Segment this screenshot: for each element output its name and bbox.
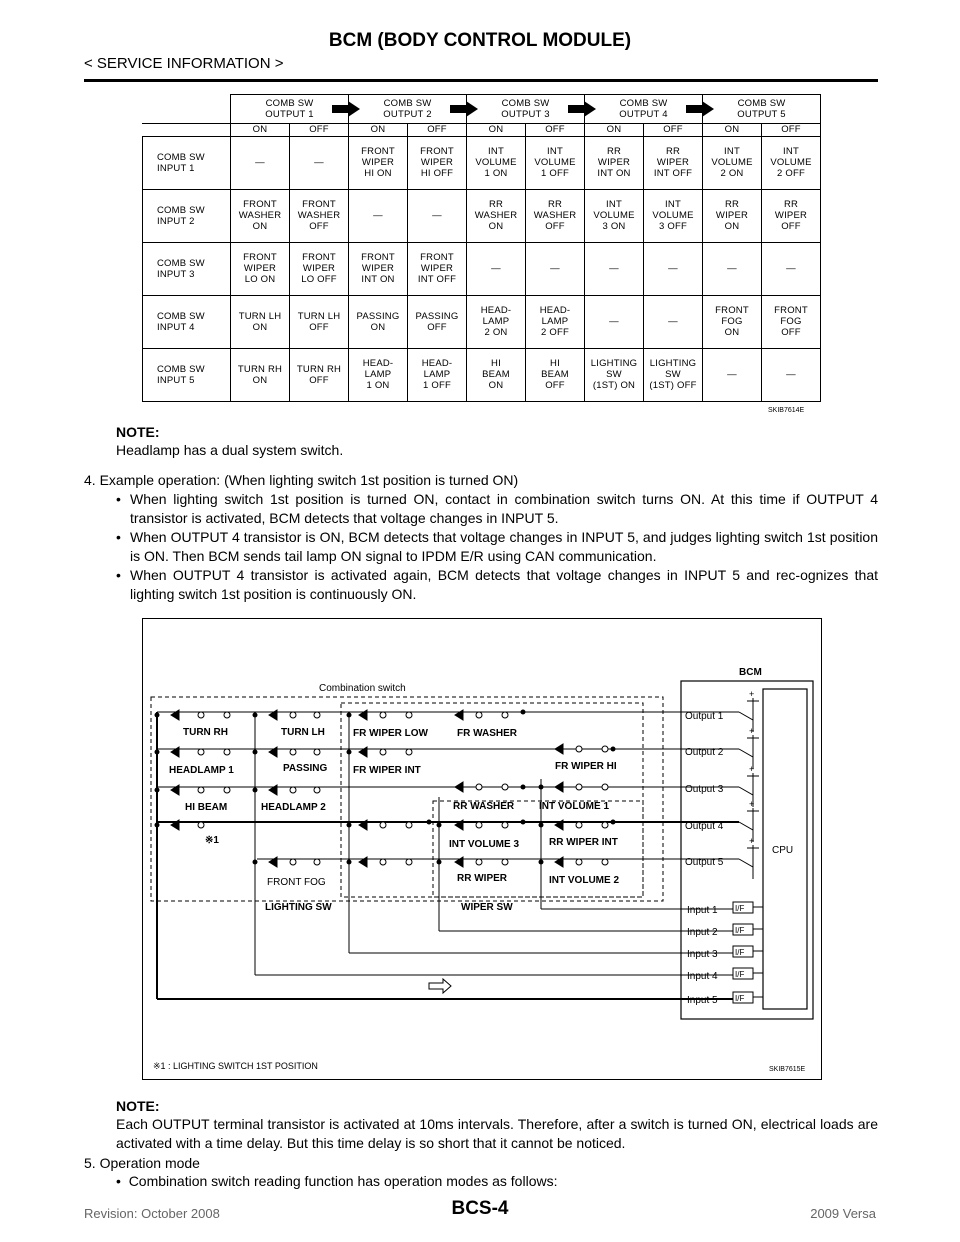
input-label-5: Input 5 [687,995,718,1006]
matrix-cell: RR WIPER INT ON [585,136,644,189]
matrix-cell: HI BEAM OFF [526,348,585,401]
output-header-1: COMB SW OUTPUT 1 [231,95,349,124]
matrix-cell: RR WASHER ON [467,189,526,242]
output-header-2: COMB SW OUTPUT 2 [349,95,467,124]
row-header: COMB SW INPUT 1 [143,136,231,189]
matrix-cell: — [231,136,290,189]
input-label-1: Input 1 [687,905,718,916]
matrix-cell: RR WASHER OFF [526,189,585,242]
on-label: ON [703,123,762,136]
footer-model: 2009 Versa [810,1206,876,1221]
switch-label-fr-wiper-int: FR WIPER INT [353,765,421,776]
plus-sign: + [749,689,755,699]
if-label: I/F [735,948,745,957]
input-label-2: Input 2 [687,927,718,938]
matrix-cell: FRONT WIPER HI OFF [408,136,467,189]
switch-label-front-fog: FRONT FOG [267,877,326,888]
plus-sign: + [749,726,755,736]
cpu-label: CPU [772,845,794,856]
flow-arrow-icon [429,979,451,993]
matrix-row [143,242,821,295]
matrix-cell: — [644,242,703,295]
if-label: I/F [735,926,745,935]
wiper-sw-label: WIPER SW [461,902,513,913]
matrix-cell: FRONT WIPER INT ON [349,242,408,295]
output-header-5: COMB SW OUTPUT 5 [703,95,821,124]
matrix-cell: FRONT WIPER LO OFF [290,242,349,295]
matrix-cell: — [644,295,703,348]
output-label-1: Output 1 [685,711,724,722]
output-label-2: Output 2 [685,747,724,758]
circuit-svg [143,619,821,1079]
matrix-row [143,189,821,242]
matrix-cell: INT VOLUME 2 OFF [762,136,821,189]
off-label: OFF [526,123,585,136]
matrix-cell: — [762,242,821,295]
if-label: I/F [735,904,745,913]
page-title: BCM (BODY CONTROL MODULE) [328,30,632,51]
matrix-cell: HEAD- LAMP 1 ON [349,348,408,401]
matrix-cell: — [467,242,526,295]
on-label: ON [467,123,526,136]
arrow-icon [332,101,360,117]
input-label-3: Input 3 [687,949,718,960]
header-rule [84,79,878,82]
matrix-cell: — [408,189,467,242]
row-header: COMB SW INPUT 4 [143,295,231,348]
switch-label-passing: PASSING [283,763,328,774]
plus-sign: + [749,764,755,774]
combination-switch-diagram [142,618,822,1080]
matrix-cell: INT VOLUME 3 OFF [644,189,703,242]
switch-mark-1: ※1 [205,835,219,846]
matrix-cell: FRONT FOG OFF [762,295,821,348]
input-label-4: Input 4 [687,971,718,982]
output-label-5: Output 5 [685,857,724,868]
switch-label-int-volume1: INT VOLUME 1 [539,801,610,812]
output-label-4: Output 4 [685,821,724,832]
bullet-item: • When OUTPUT 4 transistor is ON, BCM detects that voltage changes in INPUT 5, and judges lighting switch 1st position is ON. Then BCM sends tail lamp ON signal to IPDM E/R using CAN communication. [116,529,878,564]
matrix-cell: TURN RH OFF [290,348,349,401]
matrix-row [143,295,821,348]
matrix-cell: — [762,348,821,401]
matrix-cell: — [349,189,408,242]
matrix-cell: PASSING OFF [408,295,467,348]
bullet-item: • When lighting switch 1st position is turned ON, contact in combination switch turns ON. At this time if OUTPUT 4 transistor is activated, BCM detects that voltage changes in INPUT 5. [116,491,878,526]
matrix-cell: — [585,295,644,348]
note-label: NOTE: [116,1098,160,1114]
footer-page-number: BCS-4 [451,1198,509,1219]
output-label-3: Output 3 [685,784,724,795]
matrix-cell: HI BEAM ON [467,348,526,401]
matrix-cell: HEAD- LAMP 2 ON [467,295,526,348]
matrix-cell: FRONT WASHER OFF [290,189,349,242]
matrix-cell: INT VOLUME 1 OFF [526,136,585,189]
bcm-label: BCM [739,667,762,678]
off-label: OFF [762,123,821,136]
matrix-cell: RR WIPER INT OFF [644,136,703,189]
matrix-row [143,136,821,189]
matrix-cell: TURN LH OFF [290,295,349,348]
plus-sign: + [749,836,755,846]
combination-switch-label: Combination switch [319,683,406,694]
switch-label-fr-washer: FR WASHER [457,728,517,739]
arrow-icon [686,101,714,117]
matrix-cell: FRONT WASHER ON [231,189,290,242]
note-text: Each OUTPUT terminal transistor is activated at 10ms intervals. Therefore, after a switch is turned ON, electrical loads are activated with a time delay. But this time delay is so short that it cannot be noticed. [116,1116,878,1151]
switch-label-headlamp2: HEADLAMP 2 [261,802,326,813]
lighting-sw-label: LIGHTING SW [265,902,332,913]
matrix-cell: INT VOLUME 3 ON [585,189,644,242]
matrix-cell: FRONT FOG ON [703,295,762,348]
matrix-row [143,348,821,401]
page-subtitle: < SERVICE INFORMATION > [84,55,284,72]
step-4-heading: 4. Example operation: (When lighting switch 1st position is turned ON) [84,472,519,488]
row-header: COMB SW INPUT 2 [143,189,231,242]
off-label: OFF [408,123,467,136]
footer-revision: Revision: October 2008 [84,1206,220,1221]
matrix-cell: — [703,348,762,401]
matrix-cell: FRONT WIPER LO ON [231,242,290,295]
off-label: OFF [290,123,349,136]
matrix-cell: RR WIPER OFF [762,189,821,242]
matrix-cell: — [703,242,762,295]
switch-label-rr-wiper-int: RR WIPER INT [549,837,618,848]
figure-id: SKIB7614E [768,407,805,414]
matrix-cell: HEAD- LAMP 2 OFF [526,295,585,348]
bullet-item: • When OUTPUT 4 transistor is activated again, BCM detects that voltage changes in INPUT 5 and rec-ognizes that lighting switch 1st position is continuously ON. [116,567,878,602]
output-header-4: COMB SW OUTPUT 4 [585,95,703,124]
matrix-cell: — [526,242,585,295]
switch-label-fr-wiper-low: FR WIPER LOW [353,728,428,739]
step-4-bullets [116,490,878,604]
matrix-cell: RR WIPER ON [703,189,762,242]
output-header-3: COMB SW OUTPUT 3 [467,95,585,124]
if-label: I/F [735,970,745,979]
step-5-bullet: • Combination switch reading function has operation modes as follows: [116,1173,558,1189]
comb-switch-matrix [142,94,821,402]
switch-label-int-volume2: INT VOLUME 2 [549,875,620,886]
matrix-cell: — [585,242,644,295]
matrix-cell: HEAD- LAMP 1 OFF [408,348,467,401]
matrix-cell: TURN LH ON [231,295,290,348]
matrix-cell: FRONT WIPER HI ON [349,136,408,189]
on-label: ON [585,123,644,136]
diagram-footnote: ※1 : LIGHTING SWITCH 1ST POSITION [153,1061,318,1071]
matrix-cell: INT VOLUME 1 ON [467,136,526,189]
step-5-heading: 5. Operation mode [84,1155,200,1171]
switch-label-fr-wiper-hi: FR WIPER HI [555,761,617,772]
matrix-cell: PASSING ON [349,295,408,348]
switch-label-turn-lh: TURN LH [281,727,325,738]
if-label: I/F [735,994,745,1003]
row-header: COMB SW INPUT 5 [143,348,231,401]
switch-label-rr-wiper: RR WIPER [457,873,507,884]
on-label: ON [231,123,290,136]
arrow-icon [568,101,596,117]
matrix-cell: LIGHTING SW (1ST) OFF [644,348,703,401]
note-label: NOTE: [116,424,160,440]
switch-label-turn-rh: TURN RH [183,727,228,738]
arrow-icon [450,101,478,117]
row-header: COMB SW INPUT 3 [143,242,231,295]
switch-label-hi-beam: HI BEAM [185,802,228,813]
switch-label-int-volume3: INT VOLUME 3 [449,839,520,850]
matrix-cell: FRONT WIPER INT OFF [408,242,467,295]
matrix-cell: INT VOLUME 2 ON [703,136,762,189]
switch-label-rr-washer: RR WASHER [453,801,515,812]
matrix-cell: TURN RH ON [231,348,290,401]
plus-sign: + [749,799,755,809]
switch-label-headlamp1: HEADLAMP 1 [169,765,234,776]
on-label: ON [349,123,408,136]
off-label: OFF [644,123,703,136]
note-text: Headlamp has a dual system switch. [116,442,344,458]
on-off-row [143,123,821,136]
matrix-cell: LIGHTING SW (1ST) ON [585,348,644,401]
figure-id: SKIB7615E [769,1066,806,1073]
matrix-cell: — [290,136,349,189]
